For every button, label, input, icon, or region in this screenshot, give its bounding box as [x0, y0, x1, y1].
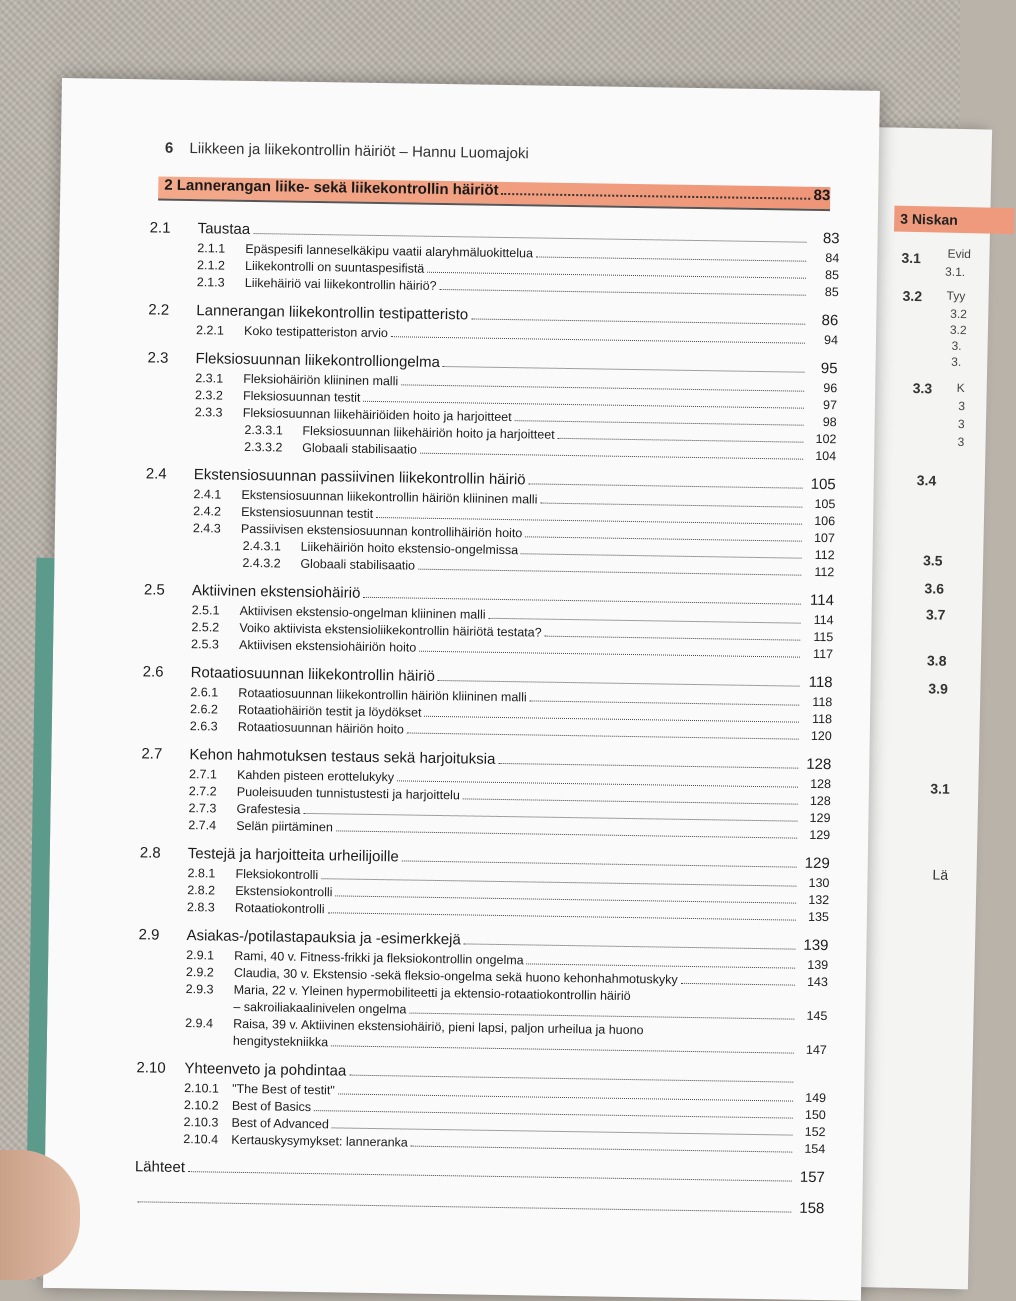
toc-entry-number: 2.2 — [148, 301, 196, 319]
toc-entry-title: Aktiivinen ekstensiohäiriö — [192, 582, 361, 602]
dot-leader — [536, 256, 806, 261]
toc-entry-title: Rotaatiohäiriön testit ja löydökset — [238, 703, 422, 720]
toc-entry-page: 115 — [803, 630, 833, 644]
right-fragment: K — [957, 381, 965, 395]
dot-leader — [529, 483, 803, 488]
toc-entry-number: 2.10.4 — [183, 1132, 231, 1147]
toc-entry-title: Rotaatiosuunnan häiriön hoito — [238, 720, 404, 737]
toc-entry-number: 2.9.1 — [186, 948, 234, 963]
toc-entry-title: Ekstensiosuunnan liikekontrollin häiriön kliininen malli — [241, 488, 537, 507]
table-of-contents — [134, 209, 840, 1221]
dot-leader — [681, 983, 795, 986]
dot-leader — [438, 680, 800, 687]
right-num: 3.5 — [923, 552, 943, 568]
dot-leader — [391, 336, 805, 344]
dot-leader — [401, 384, 804, 391]
toc-entry-title: Fleksiosuunnan testit — [243, 389, 361, 405]
dot-leader — [646, 1034, 794, 1036]
toc-entry-page: 112 — [804, 548, 834, 562]
dot-leader — [418, 569, 801, 576]
dot-leader — [349, 1075, 793, 1083]
toc-entry-page: 104 — [806, 449, 836, 463]
toc-entry-page: 83 — [809, 230, 839, 247]
toc-entry-number: 2.9 — [138, 926, 186, 944]
toc-entry-number: 2.4.3.1 — [243, 539, 301, 554]
toc-entry-title: Testejä ja harjoitteita urheilijoille — [188, 845, 399, 865]
toc-entry-title: Ekstensiosuunnan testit — [241, 505, 373, 521]
toc-entry-number: 2.1.1 — [197, 241, 245, 256]
toc-entry-page: 145 — [797, 1009, 827, 1023]
toc-entry-number: 2.2.1 — [196, 323, 244, 338]
toc-entry-title: Passiivisen ekstensiosuunnan kontrollihäiriön hoito — [241, 522, 523, 540]
toc-entry — [135, 1158, 825, 1190]
toc-entry-number: 2.4.2 — [193, 504, 241, 519]
toc-entry-number: 2.8 — [140, 844, 188, 862]
toc-entry-page: 120 — [802, 729, 832, 743]
toc-entry-page: 129 — [800, 828, 830, 842]
right-num: 3.2 — [902, 288, 922, 304]
toc-entry-page: 157 — [795, 1169, 825, 1186]
toc-entry-page: 118 — [802, 695, 832, 709]
toc-entry-title: Raisa, 39 v. Aktiivinen ekstensiohäiriö, pieni lapsi, paljon urheilua ja huono — [233, 1017, 644, 1037]
toc-entry-page: 128 — [801, 794, 831, 808]
toc-entry-title: Yhteenveto ja pohdintaa — [184, 1060, 346, 1080]
toc-entry-page: 118 — [802, 712, 832, 726]
chapter-page: 83 — [813, 187, 830, 204]
toc-entry-number: 2.6.1 — [190, 685, 238, 700]
toc-entry-title: Asiakas-/potilastapauksia ja -esimerkkejä — [186, 927, 461, 948]
toc-entry-page: 106 — [805, 514, 835, 528]
dot-leader — [443, 366, 805, 373]
toc-entry-title: Ekstensiosuunnan passiivinen liikekontrollin häiriö — [194, 466, 526, 488]
toc-entry-number: 2.5.3 — [191, 637, 239, 652]
toc-entry-page: 107 — [805, 531, 835, 545]
dot-leader — [489, 618, 801, 624]
dot-leader — [338, 1093, 793, 1101]
toc-entry-title: Best of Advanced — [232, 1116, 330, 1132]
chapter-title: 2 Lannerangan liike- sekä liikekontrollin häiriöt — [164, 177, 498, 199]
page-number: 6 — [165, 140, 174, 157]
right-num: 3.4 — [917, 472, 937, 488]
toc-entry-number: 2.5.2 — [191, 620, 239, 635]
toc-entry-title: Lannerangan liikekontrollin testipatteristo — [196, 302, 468, 323]
dot-leader — [427, 272, 806, 279]
toc-entry-page: 96 — [807, 381, 837, 395]
dot-leader — [424, 716, 799, 723]
dot-leader — [335, 895, 796, 903]
toc-entry-number: 2.4.1 — [193, 487, 241, 502]
toc-entry-title: Rotaatiokontrolli — [235, 901, 325, 916]
toc-entry-title: Liikehäiriön hoito ekstensio-ongelmissa — [301, 540, 519, 557]
dot-leader — [419, 651, 800, 658]
toc-entry-number: 2.3.2 — [195, 388, 243, 403]
toc-entry-number: 2.10 — [136, 1059, 184, 1077]
toc-entry-page: 139 — [798, 958, 828, 972]
right-fragment: Tyy — [946, 289, 965, 303]
dot-leader — [363, 597, 801, 605]
toc-entry-page: 105 — [805, 497, 835, 511]
toc-entry-page: 130 — [799, 876, 829, 890]
toc-entry-page: 158 — [794, 1200, 824, 1217]
dot-leader — [515, 420, 804, 426]
dot-leader — [501, 193, 810, 200]
toc-entry-page: 154 — [795, 1142, 825, 1156]
dot-leader — [464, 943, 796, 949]
dot-leader — [558, 438, 804, 443]
running-title: Liikkeen ja liikekontrollin häiriöt – Hannu Luomajoki — [189, 140, 529, 162]
dot-leader — [545, 636, 801, 641]
dot-leader — [363, 401, 804, 409]
dot-leader — [634, 1000, 795, 1003]
toc-entry-number: 2.6.2 — [190, 702, 238, 717]
dot-leader — [332, 1127, 793, 1135]
right-num: 3.1 — [930, 780, 950, 796]
toc-entry-page: 149 — [796, 1091, 826, 1105]
toc-entry-number: 2.8.3 — [187, 900, 235, 915]
dot-leader — [376, 517, 802, 525]
toc-entry-number: 2.9.2 — [186, 965, 234, 980]
dot-leader — [521, 553, 801, 558]
right-num: 3.3 — [913, 380, 933, 396]
toc-entry-page: 135 — [799, 910, 829, 924]
toc-entry-page: 105 — [806, 476, 836, 493]
right-fragment: 3 — [958, 399, 965, 413]
toc-entry-number: 2.4 — [146, 465, 194, 483]
toc-entry-number: 2.3.3.2 — [244, 440, 302, 455]
toc-entry-title: Globaali stabilisaatio — [300, 557, 415, 573]
toc-entry-title: Rami, 40 v. Fitness-frikki ja fleksiokontrollin ongelma — [234, 949, 524, 968]
toc-entry-number: 2.8.1 — [187, 866, 235, 881]
toc-entry-title: Liikekontrolli on suuntaspesifistä — [245, 259, 424, 276]
toc-entry-number: 2.7.1 — [189, 767, 237, 782]
toc-entry-page: 129 — [800, 855, 830, 872]
toc-entry-page: 150 — [796, 1108, 826, 1122]
toc-entry-page: 118 — [802, 674, 832, 691]
toc-entry-page: 152 — [795, 1125, 825, 1139]
toc-entry-title: Liikehäiriö vai liikekontrollin häiriö? — [245, 276, 437, 293]
toc-entry-page: 112 — [804, 565, 834, 579]
dot-leader — [328, 912, 796, 920]
right-num: 3.8 — [927, 652, 947, 668]
toc-entry-number: 2.9.4 — [185, 1016, 233, 1031]
dot-leader — [463, 798, 798, 804]
toc-entry-title: hengitystekniikka — [233, 1034, 328, 1049]
toc-entry-title: Epäspesifi lanneselkäkipu vaatii alaryhmäluokittelua — [245, 242, 533, 261]
toc-entry-page: 132 — [799, 893, 829, 907]
right-fragment: Evid — [947, 247, 971, 261]
toc-entry-number: 2.9.3 — [186, 982, 234, 997]
dot-leader — [253, 233, 806, 243]
toc-entry-title: Koko testipatteriston arvio — [244, 324, 388, 340]
toc-entry-title: Kehon hahmotuksen testaus sekä harjoituksia — [189, 746, 495, 768]
toc-entry-page: 102 — [806, 432, 836, 446]
right-fragment: 3.2 — [950, 323, 967, 337]
dot-leader — [331, 1045, 794, 1053]
right-fragment: 3. — [951, 339, 961, 353]
toc-entry-number: 2.4.3.2 — [242, 556, 300, 571]
toc-entry-page: 128 — [801, 756, 831, 773]
toc-entry-title: Grafestesia — [236, 802, 300, 817]
right-chapter-title: 3 Niskan — [894, 211, 958, 228]
dot-leader — [411, 1146, 792, 1153]
toc-entry-title: Aktiivisen ekstensiohäiriön hoito — [239, 638, 416, 655]
toc-page — [43, 78, 880, 1301]
toc-entry-number: 2.10.2 — [184, 1098, 232, 1113]
toc-entry-title: Claudia, 30 v. Ekstensio -sekä fleksio-ongelma sekä huono kehonhahmotuskyky — [234, 966, 678, 987]
toc-entry-number: 2.3 — [147, 349, 195, 367]
right-chapter-band — [894, 206, 1015, 235]
toc-entry-title: Globaali stabilisaatio — [302, 441, 417, 457]
toc-entry-page: 114 — [804, 592, 834, 609]
dot-leader — [498, 763, 798, 769]
toc-entry-number: 2.4.3 — [193, 521, 241, 536]
toc-entry-title: – sakroiliakaalinivelen ongelma — [233, 1000, 406, 1017]
toc-entry-page: 98 — [807, 415, 837, 429]
toc-entry-page: 85 — [809, 285, 839, 299]
toc-entry-title: Rotaatiosuunnan liikekontrollin häiriö — [191, 664, 436, 685]
right-fragment: 3.2 — [950, 307, 967, 321]
right-fragment: 3. — [951, 355, 961, 369]
right-num: 3.1 — [901, 250, 921, 266]
toc-entry-number: 2.1.3 — [197, 275, 245, 290]
toc-entry-page: 95 — [807, 360, 837, 377]
toc-entry-page: 117 — [803, 647, 833, 661]
toc-entry-title: Maria, 22 v. Yleinen hypermobiliteetti ja ektensio-rotaatiokontrollin häiriö — [234, 983, 631, 1003]
toc-entry-title: Taustaa — [198, 220, 251, 238]
toc-entry-page: 147 — [797, 1043, 827, 1057]
toc-entry-number: 2.6.3 — [190, 719, 238, 734]
dot-leader — [530, 700, 800, 705]
toc-entry-title: Best of Basics — [232, 1099, 311, 1114]
toc-entry — [134, 1189, 824, 1221]
dot-leader — [188, 1171, 792, 1181]
toc-entry-page: 143 — [798, 975, 828, 989]
toc-entry-title: Puoleisuuden tunnistustesti ja harjoittelu — [237, 785, 460, 803]
toc-entry-title: Fleksiohäiriön kliininen malli — [243, 372, 398, 388]
right-fragment: 3 — [958, 417, 965, 431]
toc-entry-number: 2.1 — [150, 219, 198, 237]
dot-leader — [137, 1201, 791, 1212]
toc-entry-page: 86 — [808, 312, 838, 329]
toc-entry-number: 2.5.1 — [192, 603, 240, 618]
toc-entry-page: 84 — [809, 251, 839, 265]
dot-leader — [420, 453, 803, 460]
toc-entry-page: 129 — [800, 811, 830, 825]
toc-entry-title: Fleksiosuunnan liikehäiriöiden hoito ja harjoitteet — [243, 406, 512, 424]
toc-entry-number: 2.7 — [141, 745, 189, 763]
right-num: 3.7 — [926, 606, 946, 622]
right-fragment: 3.1. — [945, 265, 965, 279]
toc-entry-number: 2.3.3.1 — [244, 423, 302, 438]
dot-leader — [540, 503, 802, 508]
right-num: 3.6 — [924, 580, 944, 596]
toc-entry-number: 2.8.2 — [187, 883, 235, 898]
toc-entry-title: Fleksiosuunnan liikekontrolliongelma — [195, 350, 440, 371]
toc-entry-title: Voiko aktiivista ekstensioliikekontrollin häiriötä testata? — [239, 621, 541, 640]
toc-entry-title: Lähteet — [135, 1158, 185, 1176]
toc-entry-number: 2.7.4 — [188, 818, 236, 833]
right-fragment: Lä — [932, 867, 948, 883]
dot-leader — [527, 963, 796, 968]
toc-entry-number: 2.5 — [144, 581, 192, 599]
toc-entry-number: 2.6 — [143, 663, 191, 681]
toc-entry-page: 128 — [801, 777, 831, 791]
chapter-band — [158, 177, 830, 212]
toc-entry-number: 2.3.3 — [195, 405, 243, 420]
toc-entry-page: 139 — [798, 937, 828, 954]
toc-entry-title: Ekstensiokontrolli — [235, 884, 332, 900]
dot-leader — [407, 732, 799, 739]
toc-entry-title: Kahden pisteen erottelukyky — [237, 768, 394, 784]
dot-leader — [336, 830, 797, 838]
toc-entry-title: Fleksiosuunnan liikehäiriön hoito ja harjoitteet — [302, 424, 554, 442]
toc-entry-number: 2.10.3 — [184, 1115, 232, 1130]
toc-entry-title: Aktiivisen ekstensio-ongelman kliininen malli — [240, 604, 486, 622]
toc-entry-page: 85 — [809, 268, 839, 282]
toc-entry-number: 2.3.1 — [195, 371, 243, 386]
toc-entry-title: Selän piirtäminen — [236, 819, 333, 835]
toc-entry-title: Rotaatiosuunnan liikekontrollin häiriön kliininen malli — [238, 686, 527, 705]
dot-leader — [525, 536, 802, 541]
toc-entry-title: "The Best of testit" — [232, 1082, 335, 1098]
toc-entry-number: 2.1.2 — [197, 258, 245, 273]
toc-entry-page: 114 — [803, 613, 833, 627]
toc-entry-number: 2.7.3 — [188, 801, 236, 816]
right-num: 3.9 — [928, 680, 948, 696]
right-fragment: 3 — [957, 435, 964, 449]
dot-leader — [439, 289, 805, 296]
running-header — [165, 140, 529, 163]
toc-entry-title: Fleksiokontrolli — [235, 867, 318, 882]
toc-entry-page: 97 — [807, 398, 837, 412]
dot-leader — [397, 780, 798, 787]
toc-entry-title: Kertauskysymykset: lanneranka — [231, 1133, 408, 1150]
toc-entry-number: 2.7.2 — [189, 784, 237, 799]
toc-entry-page: 94 — [808, 333, 838, 347]
dot-leader — [471, 318, 805, 324]
toc-entry-number: 2.10.1 — [184, 1081, 232, 1096]
dot-leader — [409, 1013, 794, 1020]
dot-leader — [402, 860, 797, 867]
